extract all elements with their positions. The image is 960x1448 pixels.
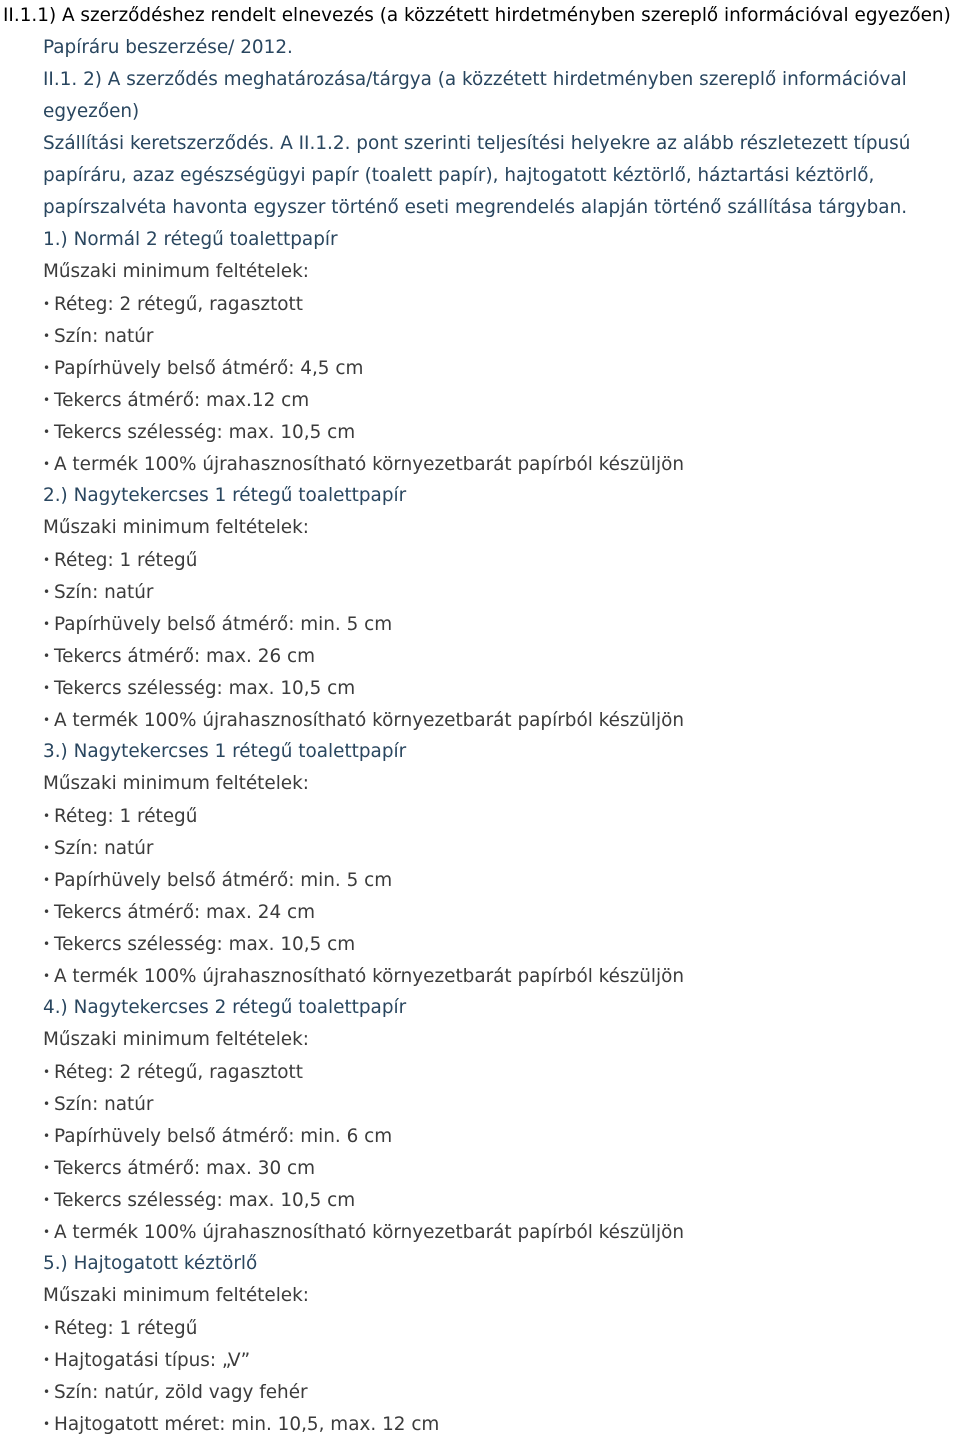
bullet-item: • A termék 100% újrahasznosítható környezetbarát papírból készüljön — [43, 960, 684, 992]
text-line: Műszaki minimum feltételek: — [43, 1029, 309, 1050]
text-line: Műszaki minimum feltételek: — [43, 261, 309, 282]
highlighted-line: Szállítási keretszerződés. A II.1.2. pont szerinti teljesítési helyekre az alább részletezett típusú — [43, 133, 911, 154]
bullet-item: • Papírhüvely belső átmérő: min. 5 cm — [43, 864, 392, 896]
bullet-item: • Réteg: 2 rétegű, ragasztott — [43, 288, 303, 320]
highlighted-line: 5.) Hajtogatott kéztörlő — [43, 1253, 258, 1274]
bullet-item: • A termék 100% újrahasznosítható környezetbarát papírból készüljön — [43, 704, 684, 736]
bullet-item: • Papírhüvely belső átmérő: 4,5 cm — [43, 352, 363, 384]
bullet-item: • Réteg: 1 rétegű — [43, 1312, 197, 1344]
bullet-item: • Tekercs átmérő: max. 24 cm — [43, 896, 315, 928]
highlighted-line: papíráru, azaz egészségügyi papír (toalett papír), hajtogatott kéztörlő, háztartási kéztörlő, — [43, 165, 875, 186]
bullet-item: • Tekercs szélesség: max. 10,5 cm — [43, 928, 355, 960]
bullet-item: • Tekercs szélesség: max. 10,5 cm — [43, 416, 355, 448]
bullet-item: • Tekercs átmérő: max. 26 cm — [43, 640, 315, 672]
highlighted-line: II.1. 2) A szerződés meghatározása/tárgya (a közzétett hirdetményben szereplő információval — [43, 69, 907, 90]
bullet-item: • Tekercs átmérő: max.12 cm — [43, 384, 309, 416]
bullet-item: • Hajtogatott méret: min. 10,5, max. 12 cm — [43, 1408, 439, 1440]
bullet-item: • Szín: natúr — [43, 576, 154, 608]
highlighted-line: 3.) Nagytekercses 1 rétegű toalettpapír — [43, 741, 407, 762]
bullet-item: • Tekercs átmérő: max. 30 cm — [43, 1152, 315, 1184]
section-heading: II.1.1) A szerződéshez rendelt elnevezés (a közzétett hirdetményben szereplő információval egyezően) — [3, 5, 951, 26]
highlighted-line: 2.) Nagytekercses 1 rétegű toalettpapír — [43, 485, 407, 506]
highlighted-line: papírszalvéta havonta egyszer történő eseti megrendelés alapján történő szállítása tárgyban. — [43, 197, 908, 218]
bullet-item: • Réteg: 1 rétegű — [43, 544, 197, 576]
highlighted-line: egyezően) — [43, 101, 140, 122]
bullet-item: • Szín: natúr — [43, 320, 154, 352]
bullet-item: • Tekercs szélesség: max. 10,5 cm — [43, 672, 355, 704]
bullet-item: • A termék 100% újrahasznosítható környezetbarát papírból készüljön — [43, 448, 684, 480]
text-line: Műszaki minimum feltételek: — [43, 517, 309, 538]
text-line: Műszaki minimum feltételek: — [43, 1285, 309, 1306]
bullet-item: • Réteg: 2 rétegű, ragasztott — [43, 1056, 303, 1088]
bullet-item: • Szín: natúr — [43, 1088, 154, 1120]
bullet-item: • Tekercs szélesség: max. 10,5 cm — [43, 1184, 355, 1216]
bullet-item: • A termék 100% újrahasznosítható környezetbarát papírból készüljön — [43, 1216, 684, 1248]
bullet-item: • Réteg: 1 rétegű — [43, 800, 197, 832]
highlighted-line: 4.) Nagytekercses 2 rétegű toalettpapír — [43, 997, 407, 1018]
bullet-item: • Szín: natúr — [43, 832, 154, 864]
text-line: Műszaki minimum feltételek: — [43, 773, 309, 794]
bullet-item: • Papírhüvely belső átmérő: min. 6 cm — [43, 1120, 392, 1152]
highlighted-line: Papíráru beszerzése/ 2012. — [43, 37, 293, 58]
bullet-item: • Hajtogatási típus: „V” — [43, 1344, 250, 1376]
bullet-item: • Papírhüvely belső átmérő: min. 5 cm — [43, 608, 392, 640]
bullet-item: • Szín: natúr, zöld vagy fehér — [43, 1376, 308, 1408]
highlighted-line: 1.) Normál 2 rétegű toalettpapír — [43, 229, 338, 250]
